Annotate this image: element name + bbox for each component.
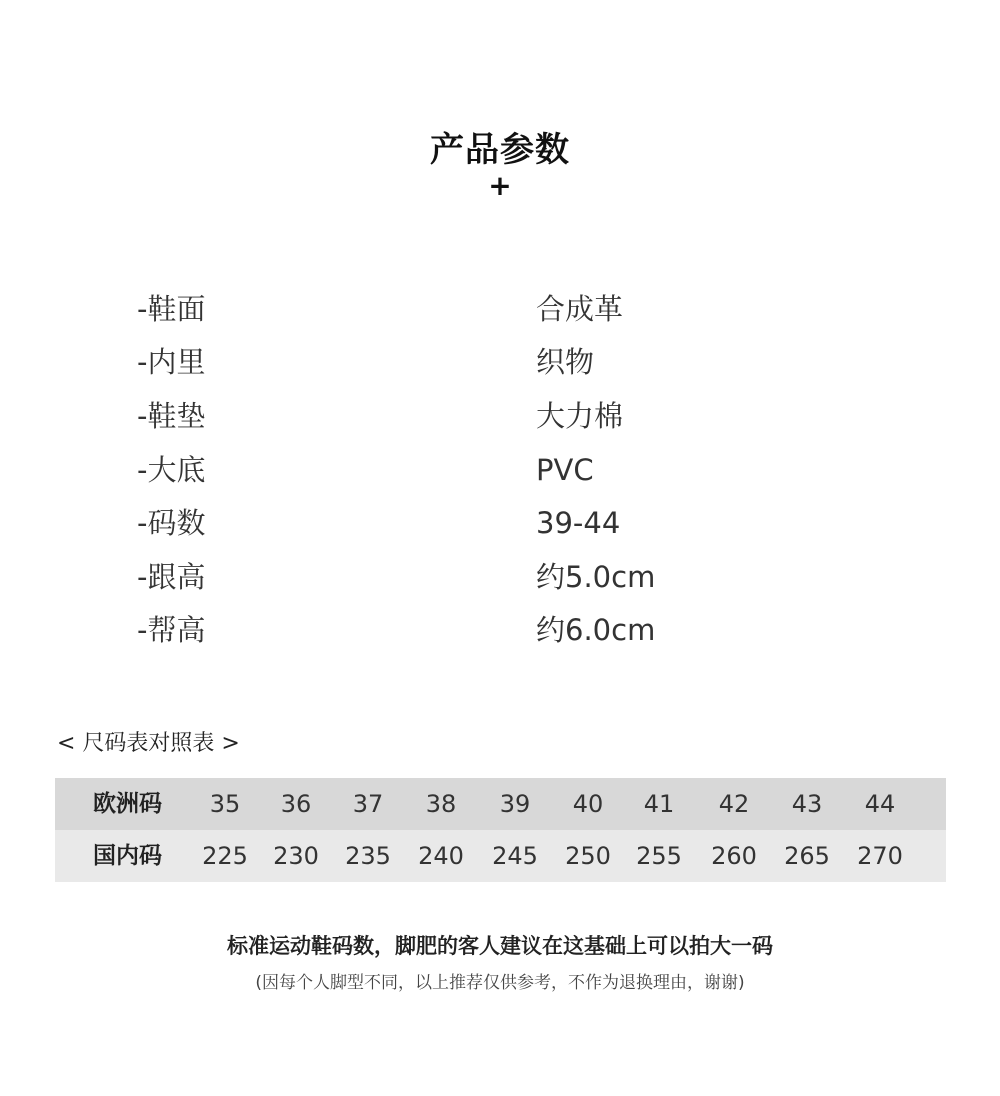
param-label: -大底: [137, 453, 206, 487]
disclaimer-note: (因每个人脚型不同，以上推荐仅供参考，不作为退换理由，谢谢): [255, 973, 745, 993]
param-label: -帮高: [137, 613, 206, 647]
size-row-eu: [55, 778, 946, 830]
size-cell: 42: [718, 790, 750, 818]
row-label: 国内码: [93, 843, 162, 869]
param-value: 织物: [536, 345, 595, 379]
size-cell: 39: [499, 790, 531, 818]
row-label: 欧洲码: [93, 791, 162, 817]
page-title: 产品参数: [430, 130, 570, 170]
param-row: [0, 396, 1000, 436]
size-cell: 255: [636, 842, 682, 870]
size-cell: 250: [565, 842, 611, 870]
param-row: [0, 342, 1000, 382]
param-value: 合成革: [536, 292, 624, 326]
param-label: -鞋面: [137, 292, 206, 326]
param-row: [0, 450, 1000, 490]
size-cell: 230: [273, 842, 319, 870]
param-label: -鞋垫: [137, 399, 206, 433]
size-cell: 43: [791, 790, 823, 818]
param-row: [0, 610, 1000, 650]
size-cell: 270: [857, 842, 903, 870]
param-label: -跟高: [137, 560, 206, 594]
param-label: -内里: [137, 345, 206, 379]
param-row: [0, 289, 1000, 329]
size-cell: 37: [352, 790, 384, 818]
size-cell: 41: [643, 790, 675, 818]
size-row-cn: [55, 830, 946, 882]
size-cell: 260: [711, 842, 757, 870]
size-chart-table: [55, 778, 946, 882]
size-cell: 36: [280, 790, 312, 818]
size-cell: 240: [418, 842, 464, 870]
size-cell: 38: [425, 790, 457, 818]
size-cell: 35: [209, 790, 241, 818]
size-cell: 225: [202, 842, 248, 870]
size-cell: 40: [572, 790, 604, 818]
param-label: -码数: [137, 506, 206, 540]
size-cell: 235: [345, 842, 391, 870]
plus-icon: +: [488, 169, 512, 202]
size-advice-note: 标准运动鞋码数，脚肥的客人建议在这基础上可以拍大一码: [227, 934, 773, 958]
param-row: [0, 503, 1000, 543]
size-chart-heading: < 尺码表对照表 >: [57, 731, 240, 756]
param-value: PVC: [536, 453, 594, 487]
size-cell: 265: [784, 842, 830, 870]
param-value: 大力棉: [536, 399, 624, 433]
param-row: [0, 557, 1000, 597]
size-cell: 44: [864, 790, 896, 818]
size-cell: 245: [492, 842, 538, 870]
param-value: 约6.0cm: [536, 613, 656, 647]
param-value: 约5.0cm: [536, 560, 656, 594]
param-value: 39-44: [536, 506, 621, 540]
